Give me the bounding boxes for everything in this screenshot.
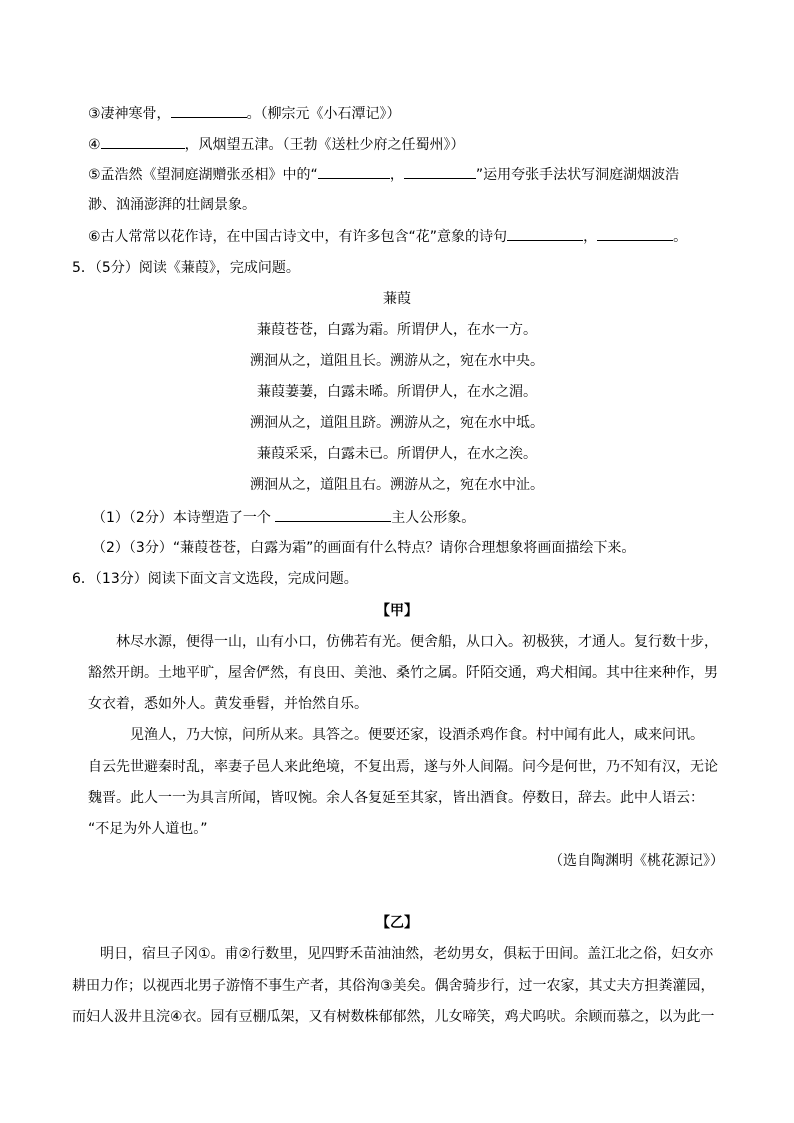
passage-a-line: 魏晋。此人一一为具言所闻，皆叹惋。余人各复延至其家，皆出酒食。停数日，辞去。此中人语云： [88,790,704,806]
passage-b-line: 耕田力作；以视西北男子游惰不事生产者，其俗洵③美矣。偶舍骑步行，过一农家，其丈夫方担粪灌园， [72,978,715,994]
poem-title: 蒹葭 [383,291,411,307]
answer-blank[interactable] [507,226,583,241]
passage-a-line: 女衣着，悉如外人。黄发垂髫，并怡然自乐。 [88,696,368,712]
item5-text-after: ”运用夸张手法状写洞庭湖烟波浩 [475,167,680,183]
fill-blank-item-6 [88,226,687,246]
poem-line: 蒹葭萋萋，白露未晞。所谓伊人，在水之湄。 [257,384,537,400]
fill-blank-item-5-continued [88,195,256,215]
question-5-sub-2: （2）（3分）“蒹葭苍苍，白露为霜”的画面有什么特点？请你合理想象将画面描绘下来。 [92,540,636,556]
item4-text-after: ，风烟望五津。（王勃《送杜少府之任蜀州》） [184,137,465,153]
passage-a-source: （选自陶渊明《桃花源记》） [549,853,724,869]
poem-line: 蒹葭采采，白露未已。所谓伊人，在水之涘。 [257,446,537,462]
answer-blank[interactable] [275,507,391,522]
sub1-text-before: （1）（2分）本诗塑造了一个 [92,510,276,526]
answer-blank[interactable] [597,226,673,241]
sub1-text-after: 主人公形象。 [391,510,476,526]
item5-text-line2: 渺、汹涌澎湃的壮阔景象。 [88,197,256,213]
poem-line: 溯洄从之，道阻且右。溯游从之，宛在水中沚。 [250,477,544,493]
answer-blank[interactable] [171,103,247,118]
poem-line: 溯洄从之，道阻且跻。溯游从之，宛在水中坻。 [250,415,544,431]
passage-a-line: 豁然开朗。土地平旷，屋舍俨然，有良田、美池、桑竹之属。阡陌交通，鸡犬相闻。其中往来种作，男 [88,665,718,681]
answer-blank[interactable] [318,164,390,179]
passage-a-line: 自云先世避秦时乱，率妻子邑人来此绝境，不复出焉，遂与外人间隔。问今是何世，乃不知有汉，无论 [88,759,718,775]
passage-a-line: 林尽水源，便得一山，山有小口，仿佛若有光。便舍船，从口入。初极狭，才通人。复行数十步， [116,634,718,650]
item4-text-before: ④ [88,137,101,153]
answer-blank[interactable] [404,164,476,179]
question-5-sub-1 [92,507,475,527]
item6-text-after: 。 [673,229,688,245]
item5-text-middle: ， [389,167,404,183]
passage-b-line: 明日，宿旦子冈①。甫②行数里，见四野禾苗油油然，老幼男女，俱耘于田间。盖江北之俗，妇女亦 [100,946,714,962]
answer-blank[interactable] [101,134,185,149]
passage-a-line: “不足为外人道也。” [88,821,208,837]
item6-text-middle: ， [583,229,598,245]
fill-blank-item-4 [88,134,465,154]
fill-blank-item-3 [88,103,401,123]
passage-b-label: 【乙】 [376,915,418,931]
poem-line: 溯洄从之，道阻且长。溯游从之，宛在水中央。 [250,353,544,369]
poem-line: 蒹葭苍苍，白露为霜。所谓伊人，在水一方。 [257,322,537,338]
passage-b-line: 而妇人汲井且浣④衣。园有豆棚瓜架，又有树数株郁郁然，儿女啼笑，鸡犬呜吠。余顾而慕之，以为此一 [72,1009,715,1025]
passage-a-line: 见渔人，乃大惊，问所从来。具答之。便要还家，设酒杀鸡作食。村中闻有此人，咸来问讯。 [130,727,704,743]
passage-a-label: 【甲】 [376,603,418,619]
question-6-heading: 6．（13分）阅读下面文言文选段，完成问题。 [72,571,358,587]
item3-text-after: 。（柳宗元《小石潭记》） [246,106,401,122]
item5-text-before: ⑤孟浩然《望洞庭湖赠张丞相》中的“ [88,167,318,183]
fill-blank-item-5 [88,164,679,184]
item6-text-before: ⑥古人常常以花作诗，在中国古诗文中，有许多包含“花”意象的诗句 [88,229,508,245]
question-5-heading: 5．（5分）阅读《蒹葭》，完成问题。 [72,260,300,276]
item3-text-before: ③凄神寒骨， [88,106,171,122]
